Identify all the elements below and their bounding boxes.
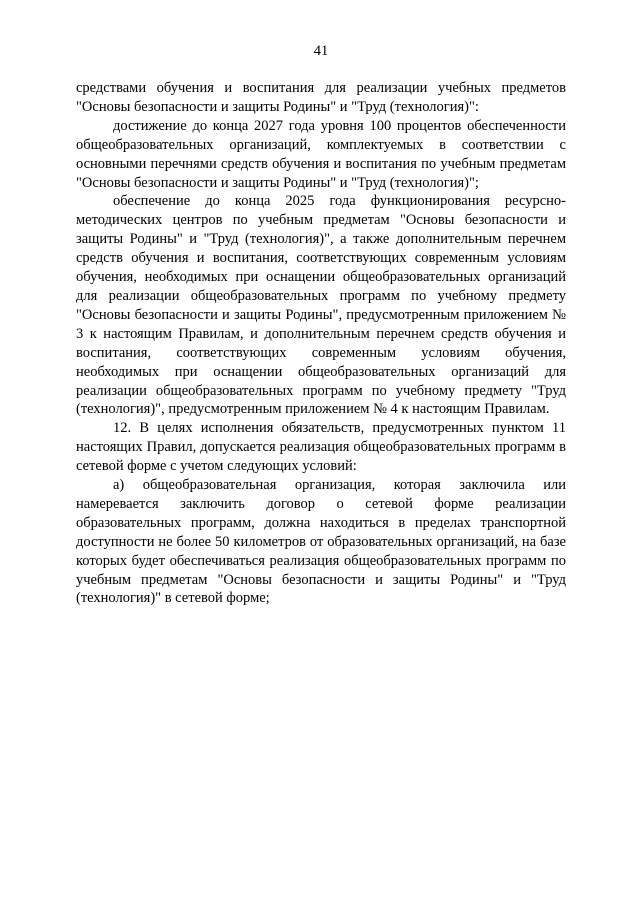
paragraph-clause-12a: а) общеобразовательная организация, которая заключила или намеревается заключить договор о сетевой форме реализации образовательных программ, должна находиться в пределах транспортной доступности не более 50 километров от образовательных организаций, на базе которых будет обеспечиваться реализация общеобразовательных программ по учебным предметам "Основы безопасности и защиты Родины" и "Труд (технология)" в сетевой форме; xyxy=(76,477,566,607)
document-body xyxy=(76,79,566,608)
document-page xyxy=(76,0,566,905)
paragraph-achievement-2027: достижение до конца 2027 года уровня 100 процентов обеспеченности общеобразовательных организаций, комплектуемых в соответствии с основными перечнями средств обучения и воспитания по учебным предметам "Основы безопасности и защиты Родины" и "Труд (технология)"; xyxy=(76,117,566,191)
page-number: 41 xyxy=(313,43,329,59)
paragraph-clause-12: 12. В целях исполнения обязательств, предусмотренных пунктом 11 настоящих Правил, допускается реализация общеобразовательных программ в сетевой форме с учетом следующих условий: xyxy=(76,420,566,475)
paragraph-resource-centers-2025: обеспечение до конца 2025 года функционирования ресурсно-методических центров по учебным предметам "Основы безопасности и защиты Родины" и "Труд (технология)", а также дополнительным перечнем средств обучения и воспитания, соответствующих современным условиям обучения, необходимых при оснащении общеобразовательных организаций для реализации общеобразовательных программ по учебному предмету "Основы безопасности и защиты Родины", предусмотренным приложением № 3 к настоящим Правилам, и дополнительным перечнем средств обучения и воспитания, соответствующих современным условиям обучения, необходимых при оснащении общеобразовательных организаций для реализации общеобразовательных программ по учебному предмету "Труд (технология)", предусмотренным приложением № 4 к настоящим Правилам. xyxy=(76,193,566,418)
paragraph-intro: средствами обучения и воспитания для реализации учебных предметов "Основы безопасности и защиты Родины" и "Труд (технология)": xyxy=(76,80,566,115)
